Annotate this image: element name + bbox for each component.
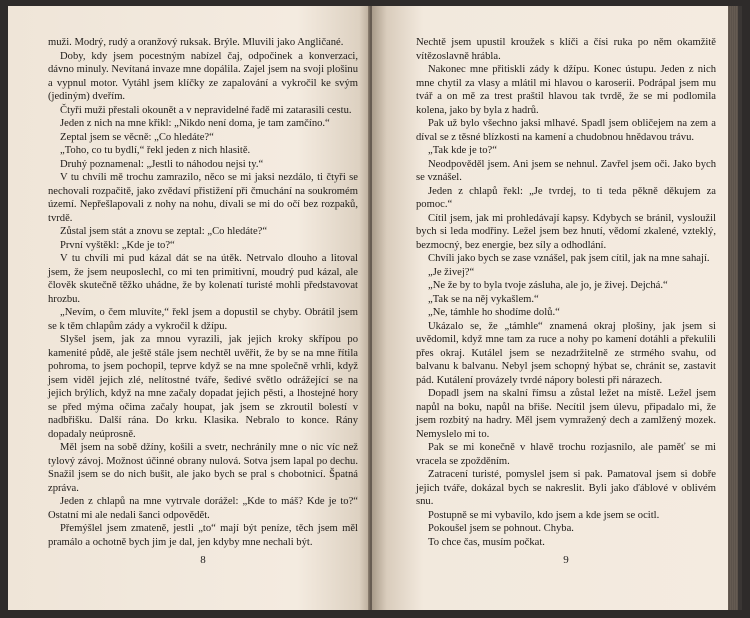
paragraph: Přemýšlel jsem zmateně, jestli „to“ mají být peníze, těch jsem měl pramálo a ochotně bych jim je dal, jen kdyby mne nechali být. xyxy=(48,523,358,548)
paragraph: Zeptal jsem se věcně: „Co hledáte?“ xyxy=(60,131,214,143)
paragraph: Cítil jsem, jak mi prohledávají kapsy. Kdybych se bránil, vysloužil bych si leda modřiny. Ležel jsem bez hnutí, vědomí zkalené, vzteklý, bezmocný, bez energie, bez síly a odhodlání. xyxy=(416,212,716,251)
right-page-text xyxy=(416,36,716,549)
paragraph: Jeden z chlapů řekl: „Je tvrdej, to ti teda pěkně děkujem za pomoc.“ xyxy=(416,185,716,210)
paragraph: Měl jsem na sobě džíny, košili a svetr, nechránily mne o nic víc než tylový závoj. Možnost účinné obrany nulová. Sotva jsem lapal po dechu. Snažil jsem se do nich bušit, ale jako bych se pral s chobotnicí. Špatná zpráva. xyxy=(48,442,358,494)
paragraph: Pak už bylo všechno jaksi mlhavé. Spadl jsem obličejem na zem a díval se z těsné blízkosti na kamení a chudobnou hnědavou trávu. xyxy=(416,118,716,143)
paragraph: První vyštěkl: „Kde je to?“ xyxy=(60,239,175,251)
paragraph: Doby, kdy jsem pocestným nabízel čaj, odpočinek a konverzaci, dávno minuly. Nevítaná invaze mne dopálila. Zajel jsem na svoji plošinu a vypnul motor. Vytáhl jsem klíčky ze zapalování a vykročil ke svým (jediným) dveřím. xyxy=(48,50,358,102)
paragraph: Postupně se mi vybavilo, kdo jsem a kde jsem se ocitl. xyxy=(428,509,660,521)
paragraph: Slyšel jsem, jak za mnou vyrazili, jak jejich kroky skřípou po kamenité půdě, ale ještě stále jsem nechtěl uvěřit, že by se na mne řítila pohroma, to jsem pochopil, teprve když se na mne společně vrhli, když jsem viděl jejich zlé, nelítostné tváře, šedivé světlo odrážející se na jejich brýlích, když na mne začaly dopadat jejich pěsti, a lhostejné hory se před mýma očima začaly houpat, jak jsem se zkroutil bolestí v nadbřišku. Další rána. Do krku. Klasika. Nebralo to konce. Rány dopadaly neúprosně. xyxy=(48,334,358,440)
left-page-text xyxy=(48,36,358,549)
paragraph: Neodpověděl jsem. Ani jsem se nehnul. Zavřel jsem oči. Jako bych se vznášel. xyxy=(416,158,716,183)
paragraph: „Toho, co tu bydlí,“ řekl jeden z nich hlasitě. xyxy=(60,145,251,156)
paragraph: „Nevím, o čem mluvíte,“ řekl jsem a dopustil se chyby. Obrátil jsem se k těm chlapům zády a vykročil k džípu. xyxy=(48,307,358,332)
paragraph: V tu chvíli mi pud kázal dát se na útěk. Netrvalo dlouho a litoval jsem, že jsem neuposlechl, co mi ten primitivní, moudrý pud kázal, ale člověk skutečně těžko uhádne, že by kolenatí turisté mohli představovat hrozbu. xyxy=(48,253,358,305)
paragraph: Zatracení turisté, pomyslel jsem si pak. Pamatoval jsem si dobře jejich tváře, dokázal bych se nakreslit. Byli jako ďáblové v oblivém snu. xyxy=(416,469,716,507)
paragraph: Nakonec mne přitiskli zády k džípu. Konec ústupu. Jeden z nich mne chytil za vlasy a mlátil mi hlavou o karoserii. Podrápal jsem mu tvář a on mě za trest praštil hlavou tak tvrdě, že se mi podlomila kolena, jako by byla z hadrů. xyxy=(416,64,716,116)
paragraph: „Ne že by to byla tvoje zásluha, ale jo, je živej. Dejchá.“ xyxy=(428,280,668,291)
paragraph: Pak se mi konečně v hlavě trochu rozjasnilo, ale paměť se mi vracela se zpožděním. xyxy=(416,442,716,467)
paragraph: „Ne, támhle ho shodíme dolů.“ xyxy=(428,307,560,318)
paragraph: Jeden z nich na mne křikl: „Nikdo není doma, je tam zamčíno.“ xyxy=(60,118,330,129)
paragraph: muži. Modrý, rudý a oranžový ruksak. Brýle. Mluvili jako Angličané. xyxy=(48,37,344,48)
paragraph: Dopadl jsem na skalní římsu a zůstal ležet na místě. Ležel jsem napůl na boku, napůl na břiše. Necítil jsem úlevu, připadalo mi, že jsem rozbitý na hadry. Měl jsem vymražený dech a zamlžený mozek. Nemyslelo mi to. xyxy=(416,388,716,440)
paragraph: Ukázalo se, že „támhle“ znamená okraj plošiny, jak jsem si uvědomil, když mne tam za ruce a nohy po kamení dotáhli a překulili přes okraj. Kutálel jsem se nezadržitelně ze strmého svahu, od balvanu k balvanu. Nebyl jsem schopný hýbat se, chránit se, zastavit pád. Kutálení provázely tvrdé nápory bolesti při nárazech. xyxy=(416,320,716,386)
paragraph: To chce čas, musím počkat. xyxy=(428,536,545,548)
paragraph: Jeden z chlapů na mne vytrvale dorážel: „Kde to máš? Kde je to?“ Ostatní mi ale nedali šanci odpovědět. xyxy=(48,496,358,521)
page-stack-edge xyxy=(728,6,738,610)
paragraph: V tu chvíli mě trochu zamrazilo, něco se mi jaksi nezdálo, ti čtyři se nechovali rozpačitě, jako zvědaví přistižení při čmuchání na soukromém území. Nepřešlapovali z nohy na nohu, dívali se mi do očí bez rozpaků, tvrdě. xyxy=(48,172,358,224)
paragraph: „Je živej?“ xyxy=(428,266,475,278)
paragraph: Zůstal jsem stát a znovu se zeptal: „Co hledáte?“ xyxy=(60,226,268,237)
left-page xyxy=(8,6,370,610)
paragraph: „Tak se na něj vykašlem.“ xyxy=(428,293,539,305)
open-book xyxy=(8,6,742,610)
page-number: 9 xyxy=(563,554,569,566)
paragraph: Čtyři muži přestali okounět a v nepravidelné řadě mi zatarasili cestu. xyxy=(60,104,352,116)
page-number: 8 xyxy=(200,554,206,566)
paragraph: Pokoušel jsem se pohnout. Chyba. xyxy=(428,523,574,534)
right-page xyxy=(372,6,738,610)
paragraph: „Tak kde je to?“ xyxy=(428,145,497,156)
paragraph: Chvíli jako bych se zase vznášel, pak jsem cítil, jak na mne sahají. xyxy=(428,253,710,264)
paragraph: Nechtě jsem upustil kroužek s klíči a čísi ruka po něm okamžitě vítězoslavně hrábla. xyxy=(416,37,716,62)
paragraph: Druhý poznamenal: „Jestli to náhodou nejsi ty.“ xyxy=(60,158,264,170)
